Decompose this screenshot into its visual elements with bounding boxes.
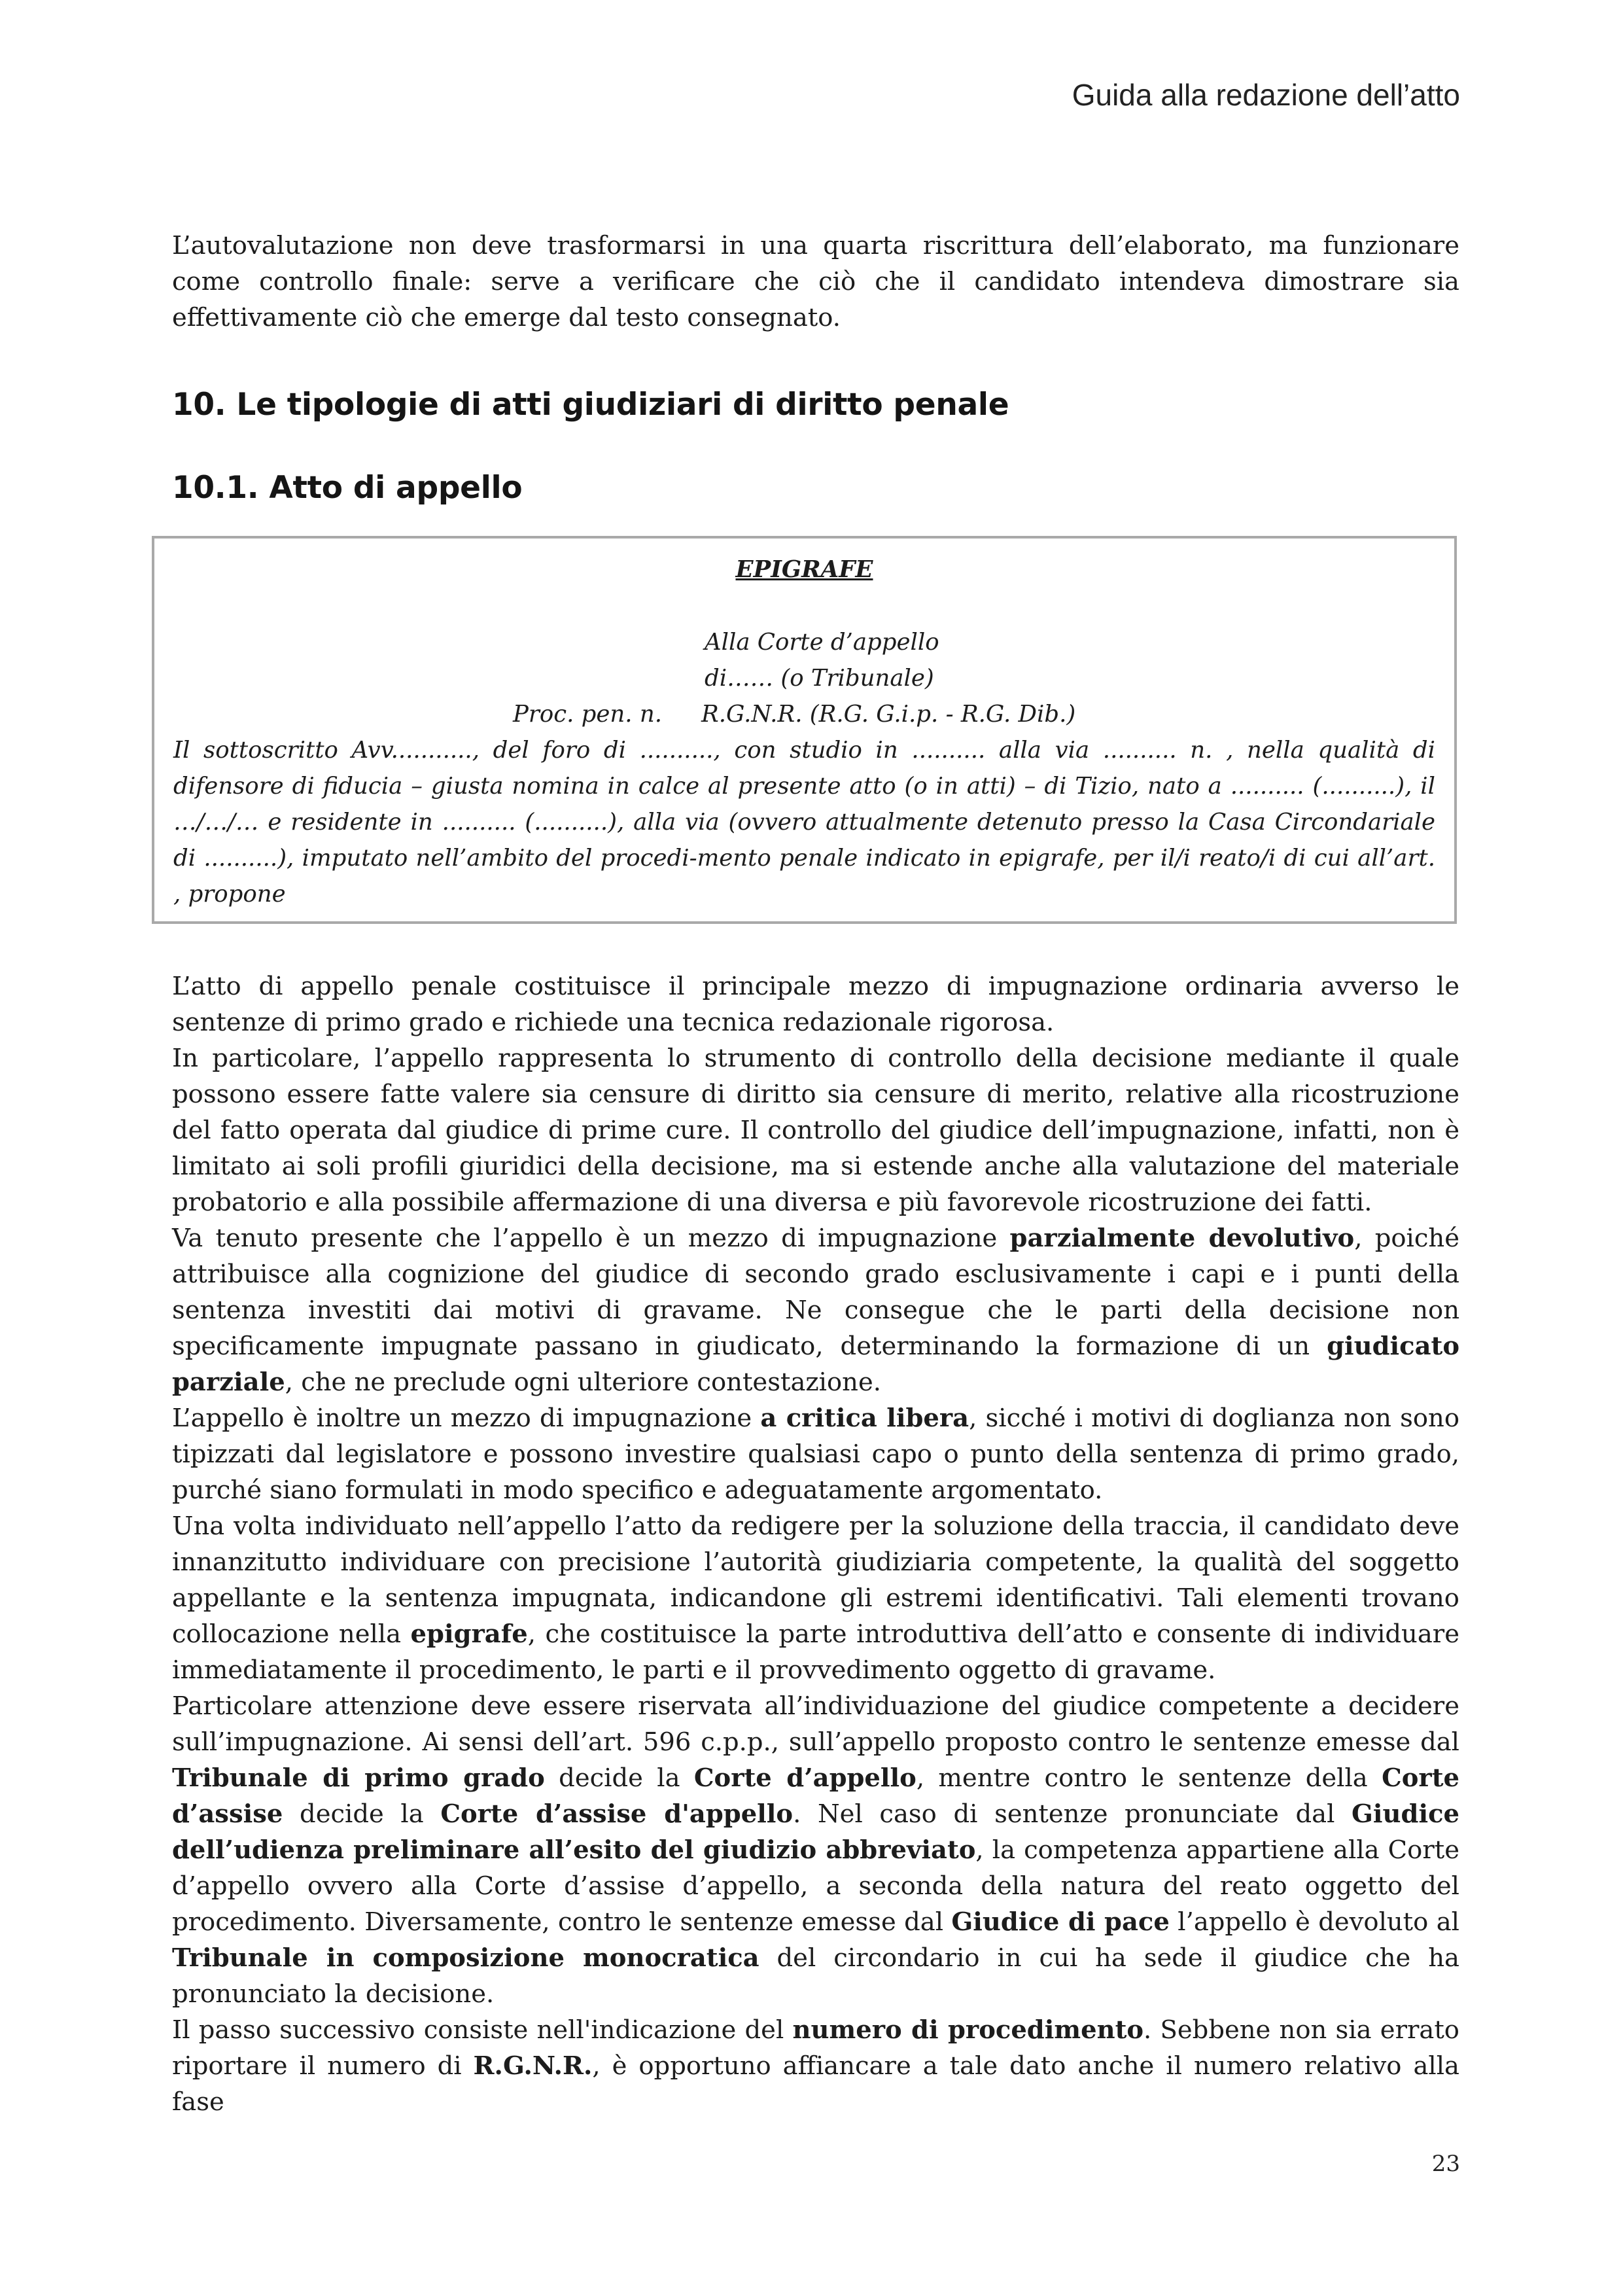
body-paragraph: Va tenuto presente che l’appello è un mezzo di impugnazione parzialmente devolutivo, poiché attribuisce alla cognizione del giudice di secondo grado esclusivamente i capi e i punti della sentenza investiti dai motivi di gravame. Ne consegue che le parti della decisione non specificamente impugnate passano in giudicato, determinando la formazione di un giudicato parziale, che ne preclude ogni ulteriore contestazione. bbox=[172, 1224, 1459, 1397]
epigraph-proc-line bbox=[173, 696, 1435, 732]
bold-term: Giudice di pace bbox=[951, 1907, 1170, 1937]
epigraph-court-line: Alla Corte d’appello bbox=[705, 629, 939, 656]
bold-term: Corte d’appello bbox=[693, 1763, 916, 1793]
bold-term: Giudice dell’udienza preliminare all’esito del giudizio abbreviato bbox=[172, 1799, 1460, 1865]
bold-term: R.G.N.R. bbox=[473, 2051, 593, 2081]
page-number: 23 bbox=[1431, 2151, 1460, 2177]
bold-term: giudicato parziale bbox=[172, 1332, 1459, 1397]
page-content bbox=[172, 228, 1459, 2120]
intro-paragraph: L’autovalutazione non deve trasformarsi in una quarta riscrittura dell’elaborato, ma funzionare come controllo finale: serve a verificare che ciò che il candidato intendeva dimostrare sia effettivamente ciò che emerge dal testo consegnato. bbox=[172, 231, 1459, 332]
bold-term: Corte d’assise bbox=[172, 1763, 1459, 1829]
epigraph-box bbox=[152, 536, 1457, 924]
epigraph-proc-rgnr: R.G.N.R. (R.G. G.i.p. - R.G. Dib.) bbox=[701, 701, 1076, 728]
epigraph-court-line: di…… (o Tribunale) bbox=[705, 665, 934, 692]
running-header: Guida alla redazione dell’atto bbox=[1072, 78, 1460, 112]
body-paragraph: L’atto di appello penale costituisce il principale mezzo di impugnazione ordinaria avverso le sentenze di primo grado e richiede una tecnica redazionale rigorosa. bbox=[172, 972, 1459, 1037]
body-paragraph: Particolare attenzione deve essere riservata all’individuazione del giudice competente a decidere sull’impugnazione. Ai sensi dell’art. 596 c.p.p., sull’appello proposto contro le sentenze emesse dal Tribunale di primo grado decide la Corte d’appello, mentre contro le sentenze della Corte d’assise decide la Corte d’assise d'appello. Nel caso di sentenze pronunciate dal Giudice dell’udienza preliminare all’esito del giudizio abbreviato, la competenza appartiene alla Corte d’appello ovvero alla Corte d’assise d’appello, a seconda della natura del reato oggetto del procedimento. Diversamente, contro le sentenze emesse dal Giudice di pace l’appello è devoluto al Tribunale in composizione monocratica del circondario in cui ha sede il giudice che ha pronunciato la decisione. bbox=[172, 1691, 1460, 2009]
section-heading: 10. Le tipologie di atti giudiziari di diritto penale bbox=[172, 387, 1009, 423]
body-paragraph: Una volta individuato nell’appello l’atto da redigere per la soluzione della traccia, il candidato deve innanzitutto individuare con precisione l’autorità giudiziaria competente, la qualità del soggetto appellante e la sentenza impugnata, indicandone gli estremi identificativi. Tali elementi trovano collocazione nella epigrafe, che costituisce la parte introduttiva dell’atto e consente di individuare immediatamente il procedimento, le parti e il provvedimento oggetto di gravame. bbox=[172, 1511, 1459, 1685]
body-paragraph: In particolare, l’appello rappresenta lo strumento di controllo della decisione mediante il quale possono essere fatte valere sia censure di diritto sia censure di merito, relative alla ricostruzione del fatto operata dal giudice di prime cure. Il controllo del giudice dell’impugnazione, infatti, non è limitato ai soli profili giuridici della decisione, ma si estende anche alla valutazione del materiale probatorio e alla possibile affermazione di una diversa e più favorevole ricostruzione dei fatti. bbox=[172, 1044, 1459, 1217]
bold-term: a critica libera bbox=[760, 1404, 969, 1433]
bold-term: Tribunale di primo grado bbox=[172, 1763, 545, 1793]
bold-term: numero di procedimento bbox=[792, 2015, 1144, 2045]
bold-term: epigrafe bbox=[410, 1619, 528, 1649]
epigraph-body: Il sottoscritto Avv..........., del foro di .........., con studio in .......... alla via .......... n. , nella qualità di difensore di fiducia – giusta nomina in calce al presente atto (o in atti) – di Tizio, nato a .......... (..........), il …/…/… e residente in .......... (..........), alla via (ovvero attualmente detenuto presso la Casa Circondariale di ..........), imputato nell’ambito del procedi-mento penale indicato in epigrafe, per il/i reato/i di cui all’art. , propone bbox=[173, 737, 1435, 908]
body-paragraph: Il passo successivo consiste nell'indicazione del numero di procedimento. Sebbene non sia errato riportare il numero di R.G.N.R., è opportuno affiancare a tale dato anche il numero relativo alla fase bbox=[172, 2015, 1459, 2117]
bold-term: Corte d’assise d'appello bbox=[440, 1799, 794, 1829]
bold-term: parzialmente devolutivo bbox=[1009, 1224, 1355, 1253]
epigraph-proc-label: Proc. pen. n. bbox=[513, 701, 662, 728]
epigraph-title: EPIGRAFE bbox=[735, 556, 873, 583]
bold-term: Tribunale in composizione monocratica bbox=[172, 1943, 759, 1973]
body-paragraph: L’appello è inoltre un mezzo di impugnazione a critica libera, sicché i motivi di doglianza non sono tipizzati dal legislatore e possono investire qualsiasi capo o punto della sentenza di primo grado, purché siano formulati in modo specifico e adeguatamente argomentato. bbox=[172, 1404, 1460, 1505]
body-text bbox=[172, 968, 1459, 2120]
subsection-heading: 10.1. Atto di appello bbox=[172, 470, 523, 506]
